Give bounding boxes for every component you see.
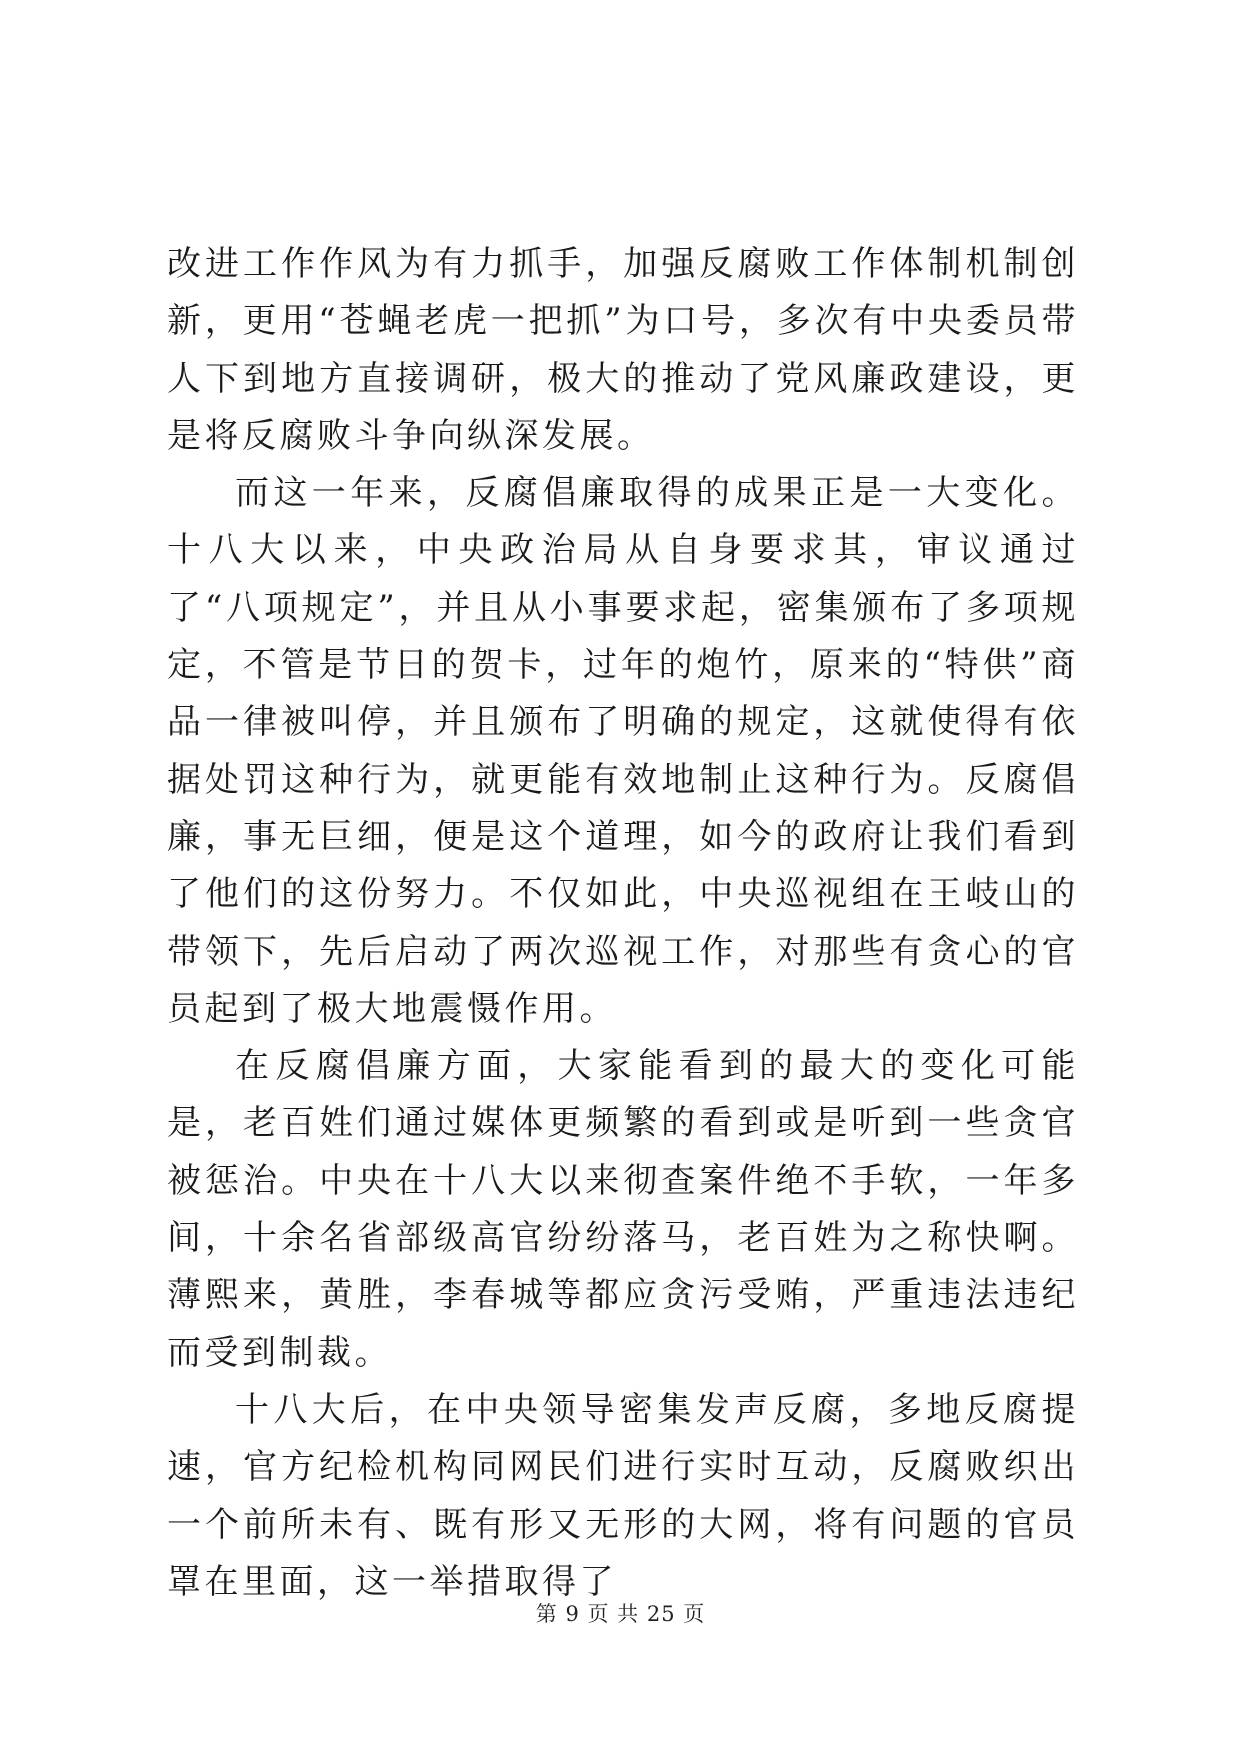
page-number-label: 第 9 页 共 25 页 (535, 1602, 706, 1626)
paragraph-1: 改进工作作风为有力抓手，加强反腐败工作体制机制创新，更用“苍蝇老虎一把抓”为口号，多次有中央委员带人下到地方直接调研，极大的推动了党风廉政建设，更是将反腐败斗争向纵深发展。 (167, 244, 1079, 456)
paragraph-3: 在反腐倡廉方面，大家能看到的最大的变化可能是，老百姓们通过媒体更频繁的看到或是听到一些贪官被惩治。中央在十八大以来彻查案件绝不手软，一年多间，十余名省部级高官纷纷落马，老百姓为之称快啊。薄熙来，黄胜，李春城等都应贪污受贿，严重违法违纪而受到制裁。 (167, 1046, 1079, 1373)
paragraph-4: 十八大后，在中央领导密集发声反腐，多地反腐提速，官方纪检机构同网民们进行实时互动，反腐败织出一个前所未有、既有形又无形的大网，将有问题的官员罩在里面，这一举措取得了 (167, 1389, 1079, 1602)
page-footer (0, 1598, 1241, 1628)
body-text (167, 236, 1079, 1611)
paragraph-2: 而这一年来，反腐倡廉取得的成果正是一大变化。十八大以来，中央政治局从自身要求其，审议通过了“八项规定”，并且从小事要求起，密集颁布了多项规定，不管是节日的贺卡，过年的炮竹，原来的“特供”商品一律被叫停，并且颁布了明确的规定，这就使得有依据处罚这种行为，就更能有效地制止这种行为。反腐倡廉，事无巨细，便是这个道理，如今的政府让我们看到了他们的这份努力。不仅如此，中央巡视组在王岐山的带领下，先后启动了两次巡视工作，对那些有贪心的官员起到了极大地震慑作用。 (167, 473, 1079, 1029)
